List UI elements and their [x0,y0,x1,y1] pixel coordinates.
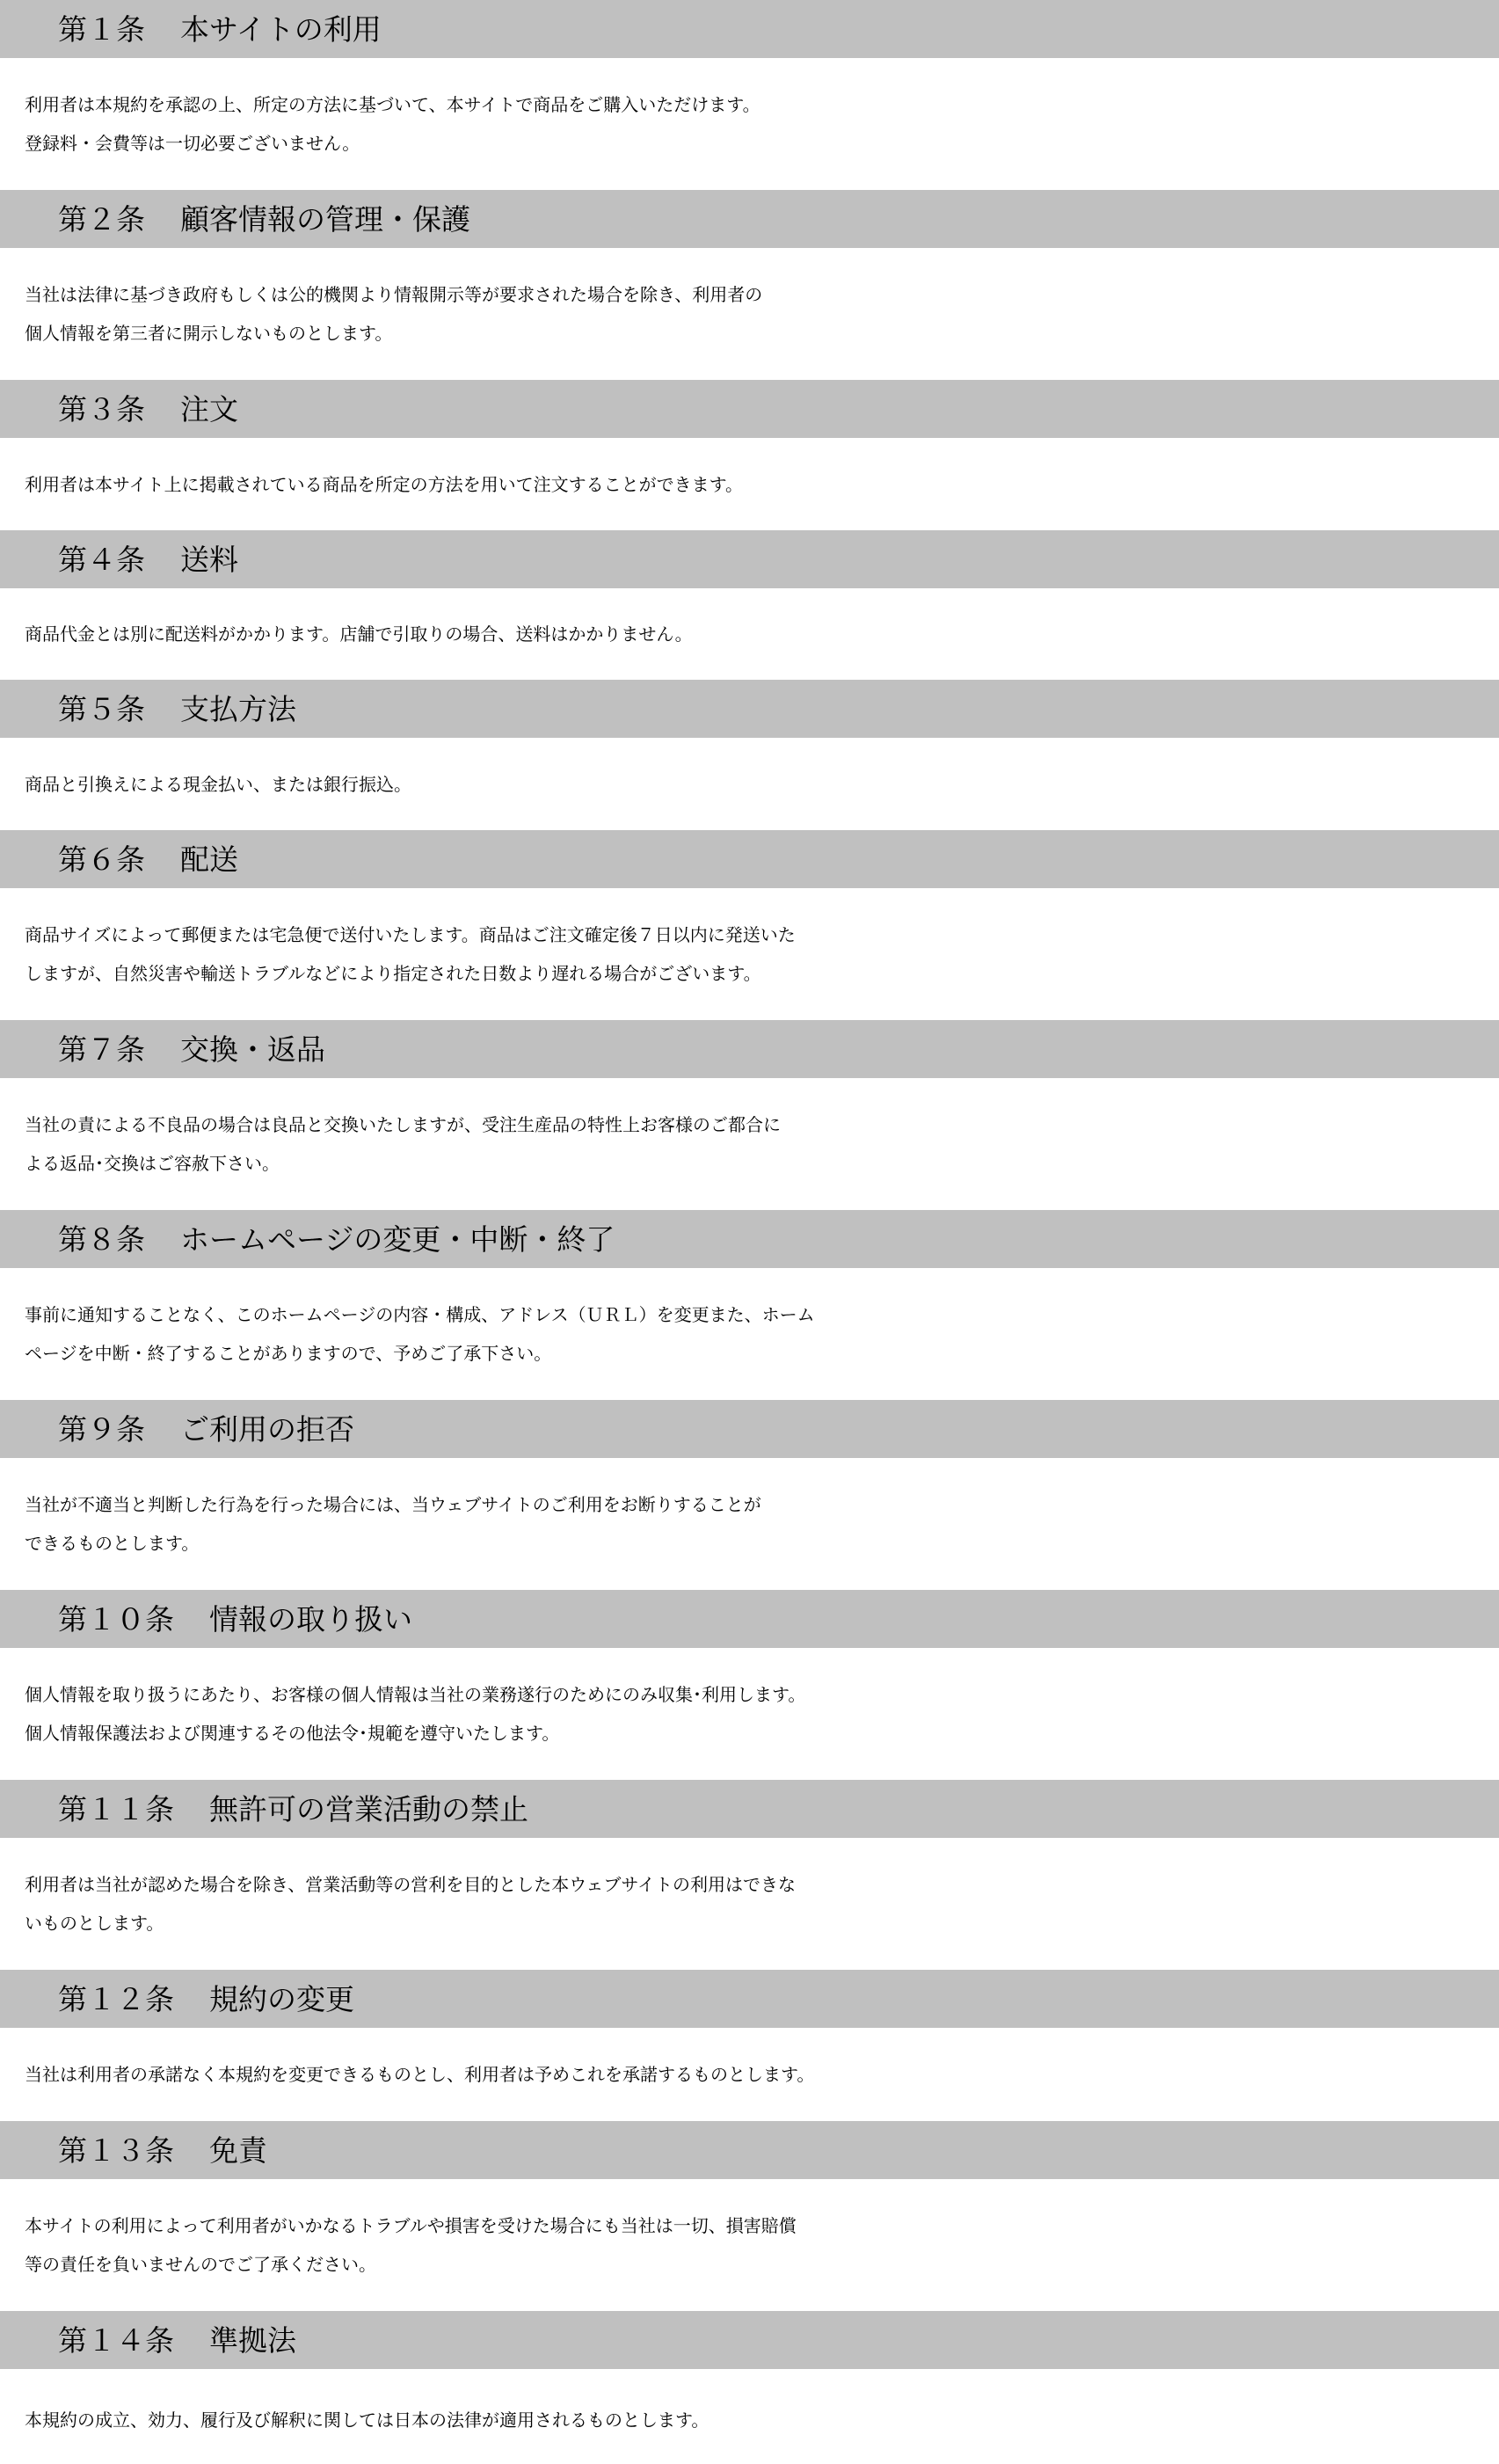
article-number: 第４条 [58,542,145,577]
article-text-line: 事前に通知することなく、このホームページの内容・構成、アドレス（ＵＲＬ）を変更また、ホーム [25,1304,815,1325]
article-title: 規約の変更 [209,1981,354,2016]
article-title: ご利用の拒否 [180,1411,354,1447]
article-heading [0,680,1499,738]
article-title: 注文 [180,391,238,426]
article-number: 第１１条 [58,1791,174,1826]
article-4 [0,530,1499,680]
article-number: 第６条 [58,842,145,877]
article-text-line: 本サイトの利用によって利用者がいかなるトラブルや損害を受けた場合にも当社は一切、損害賠償 [25,2215,797,2236]
article-text-line: 等の責任を負いませんのでご了承ください。 [25,2254,376,2275]
article-title: 免責 [209,2132,267,2168]
article-3 [0,380,1499,530]
article-number: 第５条 [58,691,145,726]
article-text-line: 当社が不適当と判断した行為を行った場合には、当ウェブサイトのご利用をお断りすることが [25,1494,761,1515]
article-title: 送料 [180,542,238,577]
article-body [0,1458,1499,1590]
article-body [0,738,1499,830]
article-heading [0,530,1499,588]
article-title: 顧客情報の管理・保護 [180,201,470,237]
article-12 [0,1970,1499,2121]
article-body [0,2179,1499,2311]
article-8 [0,1210,1499,1400]
article-number: 第８条 [58,1221,145,1257]
article-body [0,588,1499,680]
article-6 [0,830,1499,1020]
article-number: 第１４条 [58,2322,174,2358]
article-title: ホームページの変更・中断・終了 [180,1221,615,1257]
article-14 [0,2311,1499,2464]
article-body [0,1838,1499,1970]
article-13 [0,2121,1499,2311]
article-body [0,888,1499,1020]
article-number: 第１３条 [58,2132,174,2168]
article-title: 無許可の営業活動の禁止 [209,1791,528,1826]
article-text-line: 当社の責による不良品の場合は良品と交換いたしますが、受注生産品の特性上お客様のご都合に [25,1114,781,1135]
article-text-line: 利用者は本規約を承認の上、所定の方法に基づいて、本サイトで商品をご購入いただけます。 [25,94,760,115]
article-heading [0,2311,1499,2369]
article-heading [0,190,1499,248]
article-number: 第１条 [58,11,145,47]
article-heading [0,380,1499,438]
article-number: 第３条 [58,391,145,426]
article-text-line: ページを中断・終了することがありますので、予めご了承下さい。 [25,1343,552,1364]
article-number: 第１２条 [58,1981,174,2016]
article-heading [0,1780,1499,1838]
article-number: 第２条 [58,201,145,237]
article-body [0,1268,1499,1400]
article-text-line: 商品サイズによって郵便または宅急便で送付いたします。商品はご注文確定後７日以内に発送いた [25,924,796,945]
article-5 [0,680,1499,830]
article-title: 交換・返品 [180,1032,325,1067]
article-2 [0,190,1499,380]
article-text-line: できるものとします。 [25,1533,200,1554]
article-text-line: 利用者は本サイト上に掲載されている商品を所定の方法を用いて注文することができます。 [25,473,743,495]
article-text-line: 商品と引換えによる現金払い、または銀行振込。 [25,773,411,795]
article-body [0,2028,1499,2121]
article-text-line: 登録料・会費等は一切必要ございません。 [25,133,360,154]
article-body [0,1078,1499,1210]
article-body [0,248,1499,380]
article-text-line: 商品代金とは別に配送料がかかります。店舗で引取りの場合、送料はかかりません。 [25,623,693,645]
article-body [0,1648,1499,1780]
article-heading [0,0,1499,58]
article-body [0,58,1499,190]
article-title: 情報の取り扱い [209,1601,412,1637]
article-heading [0,1970,1499,2028]
article-9 [0,1400,1499,1590]
article-heading [0,1020,1499,1078]
article-title: 配送 [180,842,238,877]
article-text-line: よる返品･交換はご容赦下さい。 [25,1153,280,1174]
article-text-line: 個人情報保護法および関連するその他法令･規範を遵守いたします。 [25,1723,560,1744]
article-title: 本サイトの利用 [180,11,382,47]
article-text-line: 本規約の成立、効力、履行及び解釈に関しては日本の法律が適用されるものとします。 [25,2409,709,2431]
article-1 [0,0,1499,190]
article-number: 第７条 [58,1032,145,1067]
article-heading [0,1590,1499,1648]
article-body [0,2369,1499,2464]
article-heading [0,1210,1499,1268]
article-11 [0,1780,1499,1970]
article-text-line: 個人情報を取り扱うにあたり、お客様の個人情報は当社の業務遂行のためにのみ収集･利用します。 [25,1684,806,1705]
article-number: 第９条 [58,1411,145,1447]
article-number: 第１０条 [58,1601,174,1637]
article-heading [0,2121,1499,2179]
article-title: 支払方法 [180,691,296,726]
article-heading [0,1400,1499,1458]
article-text-line: 個人情報を第三者に開示しないものとします。 [25,323,393,344]
article-title: 準拠法 [209,2322,296,2358]
article-heading [0,830,1499,888]
article-text-line: 当社は利用者の承諾なく本規約を変更できるものとし、利用者は予めこれを承諾するものとします。 [25,2064,815,2085]
article-text-line: いものとします。 [25,1913,164,1934]
article-text-line: 当社は法律に基づき政府もしくは公的機関より情報開示等が要求された場合を除き、利用者の [25,284,763,305]
article-body [0,438,1499,530]
article-7 [0,1020,1499,1210]
article-10 [0,1590,1499,1780]
article-text-line: 利用者は当社が認めた場合を除き、営業活動等の営利を目的とした本ウェブサイトの利用はできな [25,1874,796,1895]
article-text-line: しますが、自然災害や輸送トラブルなどにより指定された日数より遅れる場合がございます。 [25,963,761,984]
